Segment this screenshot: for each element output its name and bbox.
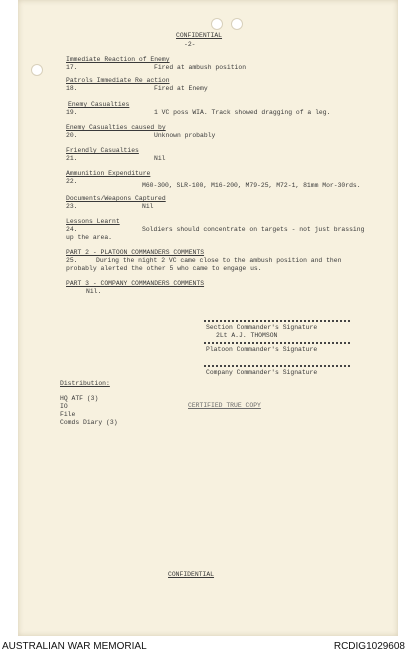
section-text: M60-300, SLR-100, M16-200, M79-25, M72-1, 81mm Mor-30rds. [142, 182, 361, 189]
section-number: 18. [66, 85, 78, 92]
archive-reference: RCDIG1029608 [333, 641, 405, 652]
section-number: 21. [66, 155, 78, 162]
section-number: 24. [66, 226, 78, 233]
signature-line [204, 342, 350, 344]
section-commander-signature-label: Section Commander's Signature [206, 324, 318, 331]
section-heading: Ammunition Expenditure [66, 170, 151, 177]
platoon-commander-signature-label: Platoon Commander's Signature [206, 346, 318, 353]
section-number: 23. [66, 203, 78, 210]
section-number: 17. [66, 64, 78, 71]
part2-number: 25. [66, 257, 78, 264]
section-number: 19. [66, 109, 78, 116]
document-page [18, 0, 398, 636]
archive-name: AUSTRALIAN WAR MEMORIAL [2, 641, 147, 652]
section-commander-name: 2Lt A.J. THOMSON [216, 332, 278, 339]
section-heading: Enemy Casualties caused by [66, 124, 166, 131]
section-text: Fired at ambush position [154, 64, 247, 71]
section-text: 1 VC poss WIA. Track showed dragging of a leg. [154, 109, 331, 116]
distribution-item: HQ ATF (3) [60, 395, 99, 402]
header-classification: CONFIDENTIAL [176, 32, 223, 39]
part3-text: Nil. [86, 288, 102, 295]
section-text: Unknown probably [154, 132, 216, 139]
section-text-continuation: up the area. [66, 234, 113, 241]
section-text: Fired at Enemy [154, 85, 208, 92]
distribution-item: File [60, 411, 76, 418]
punch-hole [31, 64, 43, 76]
part2-line2: probably alerted the other 5 who came to engage us. [66, 265, 262, 272]
section-heading: Lessons Learnt [66, 218, 120, 225]
section-heading: Friendly Casualties [66, 147, 139, 154]
punch-hole [231, 18, 243, 30]
page-number: -2- [184, 41, 196, 48]
section-heading: Enemy Casualties [68, 101, 130, 108]
certified-copy-stamp: CERTIFIED TRUE COPY [188, 402, 261, 409]
section-text: Soldiers should concentrate on targets - not just brassing [142, 226, 365, 233]
archive-footer [0, 638, 407, 654]
section-number: 20. [66, 132, 78, 139]
distribution-item: Comds Diary (3) [60, 419, 118, 426]
section-heading: Documents/Weapons Captured [66, 195, 166, 202]
punch-hole [211, 18, 223, 30]
distribution-item: IO [60, 403, 68, 410]
section-heading: Patrols Immediate Re action [66, 77, 170, 84]
signature-line [204, 365, 350, 367]
company-commander-signature-label: Company Commander's Signature [206, 369, 318, 376]
distribution-heading: Distribution: [60, 380, 110, 387]
part3-heading: PART 3 - COMPANY COMMANDERS COMMENTS [66, 280, 205, 287]
part2-heading: PART 2 - PLATOON COMMANDERS COMMENTS [66, 249, 205, 256]
section-heading: Immediate Reaction of Enemy [66, 56, 170, 63]
section-number: 22. [66, 178, 78, 185]
section-text: Nil [154, 155, 166, 162]
signature-line [204, 320, 350, 322]
part2-line1: During the night 2 VC came close to the ambush position and then [96, 257, 342, 264]
footer-classification: CONFIDENTIAL [168, 571, 215, 578]
section-text: Nil [142, 203, 154, 210]
